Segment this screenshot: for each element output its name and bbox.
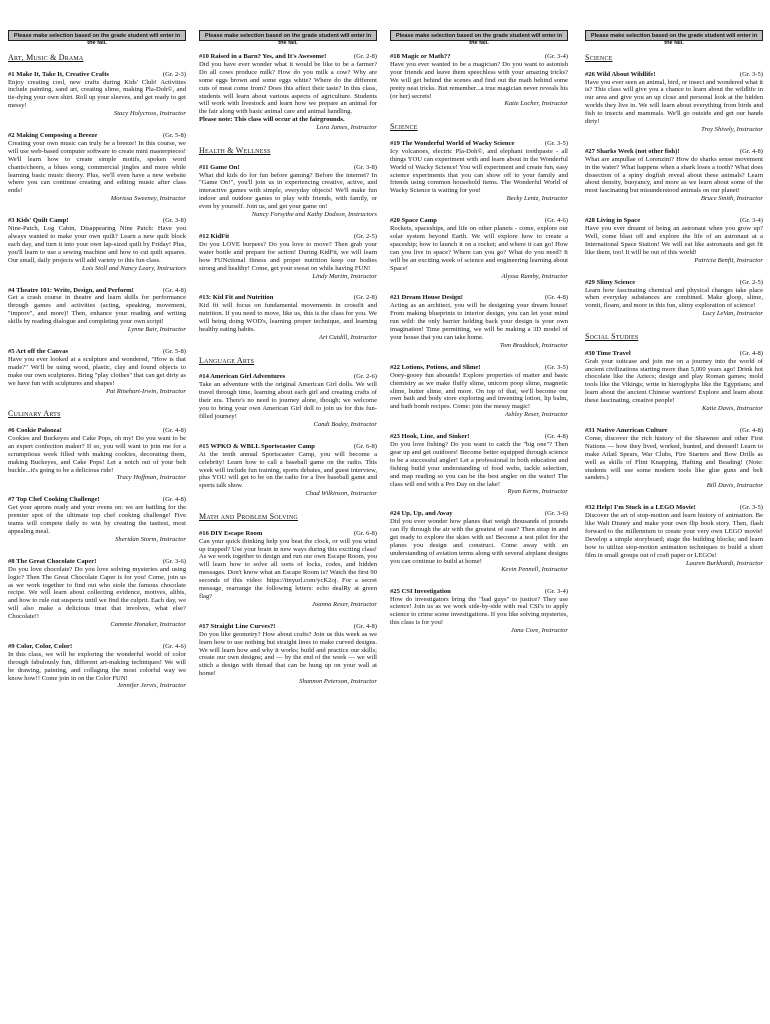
column-4 — [585, 30, 763, 582]
grade-range: (Gr. 3-4) — [739, 217, 763, 225]
course-description: Kid fit will focus on fundamental movements in crossfit and nutrition. If you need to move, like us, this is the class for you. We will being doing WOD's, learning proper technique, and learning healthy eating habits. — [199, 302, 377, 334]
course-listing — [199, 53, 377, 132]
grade-range: (Gr. 4-8) — [353, 622, 377, 630]
instructor-name: Morissa Sweeney, Instructor — [110, 195, 186, 203]
course-description: Do you LOVE burpees? Do you love to move? Then grab your water bottle and prepare for action! During KidFit, we will learn how FUNctional fitness and proper nutrition keep our bodies strong and healthy! Come, get your sweat on while having FUN! — [199, 240, 377, 272]
grade-range: (Gr. 4-6) — [544, 217, 568, 225]
course-title: #30 Time Travel — [585, 349, 631, 357]
course-description: Get a crash course in theatre and learn skills for performance through games and activities (acting, speaking, movement, "improv", and more)! Then, enhance your reading and writing skills by reading dialogue and completing your own script! — [8, 294, 186, 326]
grade-selection-banner: Please make selection based on the grade student will enter in the fall. — [8, 30, 186, 41]
course-title: #22 Lotions, Potions, and Slime! — [390, 363, 481, 371]
course-description: Rockets, spaceships, and life on other planets - come, explore our solar system beyond Earth. We will explore how to create a spaceship; how to launch it on a rocket; and where it can go! How can you live in space? Where can you go? What do you need? It will be an exciting week of science and engineering learning about Space! — [390, 225, 568, 272]
course-title: #7 Top Chef Cooking Challenge! — [8, 496, 100, 504]
column-content — [585, 53, 763, 568]
course-listing — [8, 132, 186, 203]
grade-range: (Gr. 3-5) — [544, 139, 568, 147]
grade-range: (Gr. 3-5) — [739, 70, 763, 78]
course-description: Did you ever wonder how planes that weigh thousands of pounds can fly through the air with the greatest of ease? Then strap in and get ready to explore the skies with us! Become a test pilot for the planes you design and construct. Come away with an understanding of aviation terms along with several airplane designs you can continue to build at home! — [390, 518, 568, 565]
instructor-name: Lora James, Instructor — [316, 124, 377, 132]
course-header — [390, 588, 568, 596]
course-header — [8, 427, 186, 435]
course-header — [8, 643, 186, 651]
grade-range: (Gr. 2-8) — [353, 53, 377, 60]
instructor-name: Jana Core, Instructor — [510, 627, 568, 635]
grade-range: (Gr. 3-6) — [162, 557, 186, 565]
column-content — [390, 53, 568, 635]
course-header — [8, 558, 186, 566]
course-description: Cookies and Buckeyes and Cake Pops, oh my! Do you want to be an expert confection maker? If so, you will want to join me for a scrumptious week filled with making cookies, decorating them, making Buckeyes, and Cake Pops! Let a notch out of your belt buckle...it's going to be a delicious ride! — [8, 434, 186, 474]
course-title: #24 Up, Up, and Away — [390, 510, 453, 518]
column-3 — [390, 30, 568, 649]
grade-range: (Gr. 2-3) — [162, 70, 186, 78]
grade-range: (Gr. 3-8) — [162, 217, 186, 225]
course-description: Do you like geometry? How about crafts? Join us this week as we learn how to use nothing but straight lines to make curved designs. We will learn how and why it works; build and practice our skills; create our own designs; and — by the end of the week — we will stitch a design with thread that can be hung up on your wall at home! — [199, 630, 377, 678]
course-description: What are ampullae of Lorenzini? How do sharks sense movement in the water? What happens when a shark loses a tooth? What does dissection of a spiny dogfish reveal about these animals? Learn about density, buoyancy, and more as we learn about some of the most fascinating but misunderstood animals on our planet! — [585, 155, 763, 195]
grade-range: (Gr. 3-8) — [353, 163, 377, 171]
course-listing — [199, 530, 377, 609]
grade-range: (Gr. 2-5) — [353, 233, 377, 240]
course-title: #1 Make It, Take It, Creative Crafts — [8, 70, 109, 78]
grade-range: (Gr. 3-5) — [544, 363, 568, 371]
course-title: #6 Cookie Palooza! — [8, 427, 62, 434]
course-listing — [585, 71, 763, 134]
course-listing — [8, 558, 186, 629]
grade-range: (Gr. 4-8) — [544, 294, 568, 302]
grade-range: (Gr. 2-8) — [353, 294, 377, 302]
grade-range: (Gr. 4-8) — [739, 427, 763, 434]
course-title: #13: Kid Fit and Nutrition — [199, 294, 274, 302]
course-title: #27 Sharks Week (not other fish)! — [585, 147, 680, 155]
course-header — [8, 287, 186, 295]
instructor-name: Joanna Reser, Instructor — [311, 600, 377, 608]
grade-range: (Gr. 3-5) — [739, 504, 763, 512]
course-listing — [8, 287, 186, 334]
grade-range: (Gr. 6-8) — [353, 442, 377, 450]
course-title: #31 Native American Culture — [585, 427, 668, 434]
course-header — [585, 350, 763, 358]
course-listing — [8, 643, 186, 690]
course-description: Creating your own music can truly be a breeze! In this course, we will use web-based computer software to create mini masterpieces! We'll learn how to create simple motifs, spoken word chants/cheers, a blues song, commercial jingles and more while learning basic music theory. Plus, we'll even have a new website where you can continue creating and editing music after class ends! — [8, 139, 186, 195]
course-note: Please note: This class will occur at the fairgrounds. — [199, 116, 345, 124]
course-listing — [8, 496, 186, 543]
section-heading: Science — [585, 53, 613, 62]
course-title: #15 WPKO & WBLL Sportscaster Camp — [199, 442, 315, 450]
course-header — [390, 433, 568, 441]
instructor-name: Stacy Holycross, Instructor — [113, 110, 186, 118]
course-title: #25 CSI Investigation — [390, 587, 451, 595]
course-listing — [199, 623, 377, 686]
course-title: #28 Living in Space — [585, 217, 641, 225]
course-description: In this class, we will be exploring the wonderful world of color through fabulously fun, different art-making techniques! We will be drawing, painting, and collaging the most colorful way we know how!! Come join in on the Color FUN! — [8, 650, 186, 682]
instructor-name: Lauren Burkhardt, Instructor — [686, 559, 763, 567]
course-header — [8, 496, 186, 504]
instructor-name: Pat Rinehart-Irwin, Instructor — [105, 387, 186, 395]
instructor-name: Chad Wilkinson, Instructor — [305, 490, 377, 498]
course-description: Learn how fascinating chemical and physical changes take place when everyday substances are combined. Make gloop, slime, vomit, floam, and more in this fun, slimy exploration of science! — [585, 286, 763, 310]
grade-range: (Gr. 4-8) — [162, 496, 186, 504]
grade-range: (Gr. 5-8) — [162, 347, 186, 355]
course-description: How do investigators bring the "bad guys" to justice? They use science! Join us as we work side-by-side with real CSI's to apply science to crime scene investigations. If you like solving mysteries, this class is for you! — [390, 595, 568, 627]
course-title: #21 Dream House Design! — [390, 294, 463, 302]
course-description: Have you ever seen an animal, bird, or insect and wondered what it is? This class will give you a chance to learn about the wildlife in our area and give you an up close and personal look at the hidden worlds they live in. We will learn about everything from birds and fish to insects and mammals. We'll go outside and get our hands dirty! — [585, 78, 763, 126]
course-listing — [8, 427, 186, 482]
course-listing — [199, 233, 377, 280]
course-header — [199, 530, 377, 538]
grade-range: (Gr. 6-8) — [353, 529, 377, 537]
course-description: Have you ever looked at a sculpture and wondered, "How is that made?" We'll be using wood, plastic, clay and found objects to make our own sculptures. Bring "play clothes" that can get dirty as we have fun with sculptures and shapes! — [8, 355, 186, 387]
grade-selection-banner: Please make selection based on the grade student will enter in the fall. — [390, 30, 568, 41]
instructor-name: Patricia Benfit, Instructor — [694, 256, 763, 264]
course-title: #14 American Girl Adventures — [199, 373, 286, 381]
course-title: #11 Game On! — [199, 163, 240, 171]
grade-range: (Gr. 4-8) — [162, 286, 186, 294]
instructor-name: Bruce Smith, Instructor — [700, 195, 763, 203]
grade-range: (Gr. 2-5) — [739, 278, 763, 286]
instructor-name: Bill Davis, Instructor — [706, 482, 763, 490]
course-listing — [199, 294, 377, 341]
course-title: #8 The Great Chocolate Caper! — [8, 557, 97, 565]
course-description: Have you ever wanted to be a magician? Do you want to astonish your friends and leave them speechless with your amazing tricks? We will get behind the scenes and find out the math behind some pretty neat tricks. But remember...a true magician never reveals his (or her) secrets! — [390, 60, 568, 100]
instructor-name: Lois Stoll and Nancy Leary, Instructors — [81, 264, 186, 272]
section-heading: Culinary Arts — [8, 409, 61, 419]
course-header — [199, 294, 377, 302]
course-listing — [8, 217, 186, 272]
course-header — [8, 132, 186, 140]
section-heading: Science — [390, 122, 418, 132]
course-description: Get your aprons ready and your ovens on: we are battling for the premier spot of the ultimate top chef cooking challenge! Five teams will compete daily to win by creating the tastiest, most appealing meal. — [8, 504, 186, 535]
section-heading: Math and Problem Solving — [199, 512, 298, 522]
course-header — [390, 140, 568, 148]
grade-range: (Gr. 5-8) — [162, 132, 186, 140]
course-description: Ooey-gooey fun abounds! Explore properties of matter and basic chemistry as we make fluffy slime, unicorn poop slime, magnetic slime, butter slime, and more. On top of that, we'll become our own bath and body store exploring and inventing lotion, lip balm, and bath bomb recipes. Come: join the messy magic! — [390, 371, 568, 411]
course-listing — [390, 510, 568, 573]
section-heading: Social Studies — [585, 332, 639, 342]
course-listing — [585, 504, 763, 567]
course-title: #16 DIY Escape Room — [199, 529, 263, 537]
course-header — [585, 217, 763, 225]
course-header — [585, 504, 763, 512]
grade-range: (Gr. 3-4) — [544, 587, 568, 595]
course-description: Take an adventure with the original American Girl dolls. We will travel through time, learning about each girl and creating crafts of their era. There's no need to journey alone, though; we welcome you to bring your own American Girl doll to join us for this fun-filled journey! — [199, 381, 377, 420]
section-heading: Health & Wellness — [199, 146, 271, 156]
course-header — [585, 279, 763, 287]
course-header — [8, 348, 186, 356]
course-header — [199, 373, 377, 381]
course-header — [199, 164, 377, 172]
course-header — [8, 217, 186, 225]
course-header — [585, 427, 763, 435]
section-heading: Language Arts — [199, 355, 255, 365]
course-description: Do you love fishing? Do you want to catch the "big one"? Then gear up and get outdoors! Become better equipped through science to be a successful angler! Let a professional in both education and fishing build your understanding of food webs, tackle selection, and map reading so you can be the best angler on the water! The class will end with a Pro Day on the lake! — [390, 441, 568, 488]
course-title: #26 Wild About Wildlife! — [585, 70, 656, 78]
course-description: At the tenth annual Sportscaster Camp, you will become a celebrity! Learn how to call a baseball game on the radio. This week will include fun training, sports debates, and guest interview, plus YOU will get to be on the radio for a live baseball game and sports talk show. — [199, 450, 377, 490]
column-2 — [199, 30, 377, 700]
instructor-name: Tom Braddock, Instructor — [499, 341, 568, 349]
course-listing — [585, 427, 763, 490]
course-description: Acting as an architect, you will be designing your dream house! From making blueprints to interior design, you can let your mind run wild: the only barrier holding back your design is your own imagination! Time permitting, we will be making a 3D model of your house that you can take home. — [390, 302, 568, 341]
course-title: #5 Art off the Canvas — [8, 347, 69, 355]
course-header — [585, 148, 763, 156]
course-header — [585, 71, 763, 79]
grade-selection-banner: Please make selection based on the grade student will enter in the fall. — [585, 30, 763, 41]
course-listing — [390, 294, 568, 349]
course-header — [8, 71, 186, 79]
instructor-name: Cammie Honaker, Instructor — [110, 621, 186, 629]
course-title: #2 Making Composing a Breeze — [8, 132, 98, 140]
grade-range: (Gr. 3-6) — [544, 510, 568, 518]
course-listing — [390, 53, 568, 108]
instructor-name: Alyssa Rumby, Instructor — [501, 272, 568, 280]
grade-range: (Gr. 2-6) — [353, 373, 377, 381]
course-title: #10 Raised in a Barn? Yes, and It's Awesome! — [199, 53, 327, 60]
course-description: Do you love chocolate? Do you love solving mysteries and using logic? Then The Great Chocolate Caper is for you! Come, join us as we work together to find out who stole the famous chocolate recipe. We will learn about collecting evidence, motives, alibis, and how to rule out suspects until we find the culprit. Each day, we will also make a delicious treat that involves, what else? Chocolate!! — [8, 565, 186, 621]
column-1 — [8, 30, 186, 704]
course-title: #29 Slimy Science — [585, 278, 636, 286]
instructor-name: Candi Bodey, Instructor — [313, 420, 377, 428]
course-header — [199, 53, 377, 61]
course-description: Nine-Patch, Log Cabin, Disappearing Nine Patch: Have you always wanted to make your own quilt? Learn a new quilt block each day, and turn it into your own lap-sized quilt by Friday! Plus, you'll learn to use a sewing machine and how to cut quilt squares. Our small, daily projects will add variety to this fun class. — [8, 225, 186, 264]
course-listing — [390, 588, 568, 635]
course-description: Have you ever dreamt of being an astronaut when you grow up? Well, come blast off and explore the life of an astronaut at a International Space Station! We will eat like astronauts and get fit like them, too! It will be out of this world! — [585, 225, 763, 256]
course-title: #17 Straight Line Curves?! — [199, 622, 276, 630]
course-title: #19 The Wonderful World of Wacky Science — [390, 139, 515, 147]
course-listing — [390, 217, 568, 280]
course-header — [390, 294, 568, 302]
grade-range: (Gr. 4-8) — [739, 349, 763, 357]
instructor-name: Art Cutdill, Instructor — [318, 333, 377, 341]
course-listing — [8, 348, 186, 395]
section-heading: Art, Music & Drama — [8, 53, 84, 62]
instructor-name: Ryan Kerns, Instructor — [507, 488, 568, 496]
course-description: Icy volcanoes, electric Pla-Doh©, and elephant toothpaste - all things YOU can experiment with and learn about in the Wonderful World of Wacky Science! You will experiment and create fun, easy science experiments that you can show off to your family and friends using common household items. The Wonderful World of Wacky Science is waiting for you! — [390, 147, 568, 195]
course-listing — [390, 140, 568, 203]
course-title: #23 Hook, Line, and Sinker! — [390, 433, 470, 441]
instructor-name: Jennifer Jervis, Instructor — [117, 682, 186, 690]
course-header — [199, 443, 377, 451]
course-title: #12 KidFit — [199, 233, 230, 240]
course-title: #18 Magic or Math?? — [390, 53, 451, 60]
course-header — [199, 233, 377, 241]
course-header — [390, 364, 568, 372]
column-content — [8, 53, 186, 690]
course-description: What did kids do for fun before gaming? Before the internet? In "Game On!", you'll join us in experiencing creative, active, and interactive games with simple, everyday objects! We'll make fun indoor and outdoor games to play with friends, with family, or even by yourself. Join us, and get your game on! — [199, 171, 377, 211]
course-description: Come, discover the rich history of the Shawnee and other First Nations — how they lived, worked, hunted, and dressed! Learn to make Atlatl Spears, War Clubs, Fire Starters and Bow Drills as well as skills of Flint Knapping, Hafting and Beading! (Note: students will use some modern tools like glue guns and belt sanders.) — [585, 434, 763, 482]
grade-range: (Gr. 4-6) — [162, 642, 186, 650]
course-title: #9 Color, Color, Color! — [8, 642, 73, 650]
instructor-name: Lindy Martin, Instructor — [312, 272, 377, 280]
course-header — [199, 623, 377, 631]
course-header — [390, 53, 568, 61]
grade-selection-banner: Please make selection based on the grade student will enter in the fall. — [199, 30, 377, 41]
course-listing — [585, 148, 763, 203]
instructor-name: Kevin Pennell, Instructor — [501, 565, 568, 573]
course-listing — [390, 433, 568, 496]
course-listing — [585, 217, 763, 264]
course-description: Enjoy creating cool, new crafts during Kids' Club! Activities include painting, sand art, creating slime, making Pla-Doh©, and tie-dying your own shirt. Roll up your sleeves, and get ready to get messy! — [8, 78, 186, 110]
instructor-name: Sheridan Storm, Instructor — [115, 535, 186, 543]
instructor-name: Nancy Forsythe and Kathy Dodson, Instructors — [251, 211, 377, 219]
course-description: Discover the art of stop-motion and learn history of animation. Be like Walt Disney and make your own flip book story. Then, flash forward to the millennium to create your very own LEGO movie! Develop a simple storyboard; stage the building blocks; and learn how to utilize stop-motion animation techniques to build a short film in small groups out of craft paper or LEGOs! — [585, 512, 763, 559]
course-listing — [199, 443, 377, 498]
course-header — [390, 510, 568, 518]
grade-range: (Gr. 4-8) — [162, 427, 186, 434]
instructor-name: Tracy Hoffman, Instructor — [116, 474, 186, 482]
course-description: Grab your suitcase and join me on a journey into the world of ancient civilizations starting more than 5,000 years ago! Drink hot chocolate like the Aztecs; design and play Roman games; mold tools like the Vikings; write in hieroglyphs like the Egyptians; and learn about the ancient Chinese warriors! Explore and learn about these fascinating, creative people! — [585, 357, 763, 405]
course-listing — [199, 164, 377, 219]
grade-range: (Gr. 4-8) — [739, 147, 763, 155]
course-description: Did you have ever wonder what it would be like to be a farmer? Do all cows produce milk? How do you milk a cow? Why are some eggs brown and some eggs white? Where do the different cuts of meat come from? Does this affect their taste? In this class, students will learn about various aspects of agriculture. Students will work with livestock and learn how we prepare an animal for the fair along with basic animal care and animal handling. — [199, 60, 377, 116]
course-title: #3 Kids' Quilt Camp! — [8, 217, 69, 225]
instructor-name: Ashley Reser, Instructor — [504, 411, 568, 419]
instructor-name: Shannon Peterson, Instructor — [299, 678, 377, 686]
course-listing — [8, 71, 186, 118]
grade-range: (Gr. 4-8) — [544, 433, 568, 441]
course-title: #4 Theatre 101: Write, Design, and Perform! — [8, 286, 134, 294]
instructor-name: Lucy LeVan, Instructor — [702, 310, 763, 318]
course-description: Can your quick thinking help you beat the clock, or will you wind up trapped? Use your brain in new ways during this exciting class! As we work together to design and run our own Escape Room, you will learn how to solve all sorts of locks, codes, and hidden messages. Don't know what an Escape Room is? Watch the first 90 seconds of this video: https://tinyurl.com/ycK2oj. For a secret message, rearrange the following letters: echo dealRy at green flag? — [199, 537, 377, 600]
grade-range: (Gr. 3-4) — [544, 53, 568, 60]
course-listing — [585, 279, 763, 319]
instructor-name: Katie Locher, Instructor — [504, 100, 568, 108]
course-listing — [199, 373, 377, 428]
course-title: #20 Space Camp — [390, 217, 437, 225]
instructor-name: Troy Shively, Instructor — [701, 125, 763, 133]
instructor-name: Lynne Bair, Instructor — [127, 326, 186, 334]
column-content — [199, 53, 377, 686]
instructor-name: Becky Lentz, Instructor — [506, 195, 568, 203]
instructor-name: Katie Davis, Instructor — [702, 405, 763, 413]
course-listing — [390, 364, 568, 419]
course-title: #32 Help! I'm Stuck in a LEGO Movie! — [585, 504, 696, 512]
course-header — [390, 217, 568, 225]
course-listing — [585, 350, 763, 413]
